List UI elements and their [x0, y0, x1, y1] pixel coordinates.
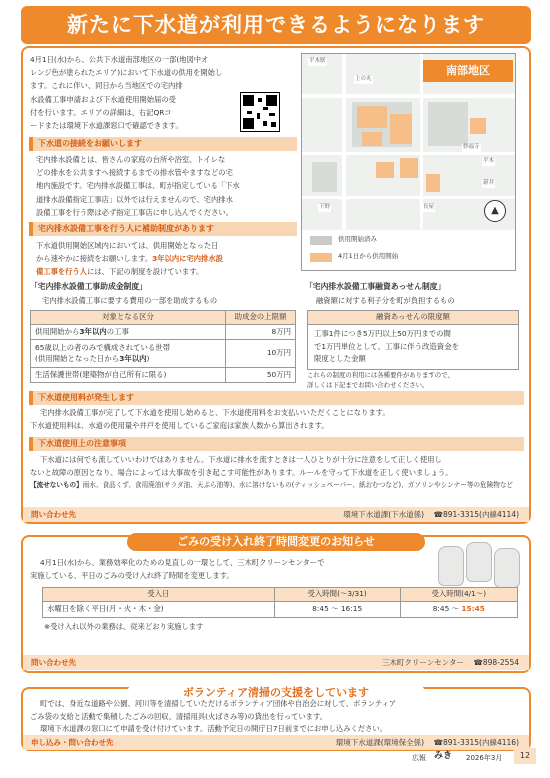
footer-date: 2026年3月 — [466, 754, 503, 762]
section-body-connect: 宅内排水設備とは、皆さんの家庭の台所や浴室、トイレな どの排水を公共ますへ接続するまでの排水管やますなどの宅 地内施設です。宅内排水設備工事は、町が指定している「下水 道排水設備指定工事店」以外では行えませんので、宅内排水 設備工事を行う際は必ず指定工事店に申し込んでください。 — [36, 155, 240, 217]
subsidy-table: 対象となる区分 助成金の上限額 供用開始から3年以内の工事 8万円 65歳以上の者のみで構成されている世帯 (供用開始となった日から3年以内) 10万円 生活保護世帯(建築物が自己所有に限る) 50万円 — [30, 310, 296, 383]
inquiry-garbage: 問い合わせ先 三木町クリーンセンター ☎898-2554 — [23, 655, 529, 670]
garbage-bag-icon — [494, 548, 520, 588]
loan-table: 融資あっせんの限度額 工事1件につき5万円以上50万円までの間 で1万円単位として、工事に伴う改造資金を 限度とした金額 — [307, 310, 519, 370]
section-body-fee: 宅内排水設備工事が完了して下水道を使用し始めると、下水道使用料をお支払いいただくことになります。 下水道使用料は、水道の使用量や井戸を使用しているご家庭は家族人数から算出されます。 — [30, 408, 390, 431]
loan-desc: 融資額に対する利子分を町が負担するもの — [316, 296, 455, 305]
loan-title: 「宅内排水設備工事融資あっせん制度」 — [305, 282, 446, 291]
section-body-subsidy: 下水道供用開始区域内においては、供用開始となった日 から速やかに接続をお願いします。3年以内に宅内排水設 備工事を行う人には、下記の制度を設けています。 — [36, 241, 223, 277]
legend-new: 4月1日から供用開始 — [338, 252, 399, 260]
garbage-title: ごみの受け入れ終了時間変更のお知らせ — [127, 533, 425, 551]
qr-code[interactable] — [240, 92, 280, 132]
section-body-caution: 下水道には何でも流していいわけではありません。下水道に排水を流すときは一人ひとりが十分に注意をして正しく使用し ないと故障の原因となり、場合によっては大事故を引き起こす可能性があります。ルールを守って下水道を正しく使いましょう。 【流せないもの】雨水、食品くず、食用廃油(サラダ油、天ぷら油等)、水に溶けないもの(ティッシュペーパー、紙おむつなど)、ガソリンやシンナー等の危険物など — [30, 455, 514, 490]
inquiry-sewer: 問い合わせ先 環境下水道課(下水道係) ☎891-3315(内線4114) — [23, 507, 529, 522]
north-arrow-icon: ▲ — [484, 200, 506, 222]
page-number: 12 — [514, 748, 536, 764]
section-heading-caution: 下水道使用上の注意事項 — [29, 437, 524, 451]
volunteer-body: 町では、身近な道路や公園、河川等を清掃していただけるボランティア団体や自治会に対して、ボランティア ごみ袋の支給と活動で集積したごみの回収、清掃用具(火ばさみ等)の貸出を行っています。 環境下水道課の窓口にて申請を受け付けています。活動予定日の開庁日7日前までにお申し込みください。 — [30, 699, 397, 733]
loan-note: これらの制度の利用には各種要件がありますので、 詳しくは下記までお問い合わせください。 — [307, 371, 454, 389]
legend-existing: 供用開始済み — [338, 235, 377, 243]
inquiry-volunteer: 申し込み・問い合わせ先 環境下水道課(環境保全係) ☎891-3315(内線4116) — [23, 735, 529, 750]
section-heading-subsidy: 宅内排水設備工事を行う人に補助制度があります — [29, 222, 297, 236]
district-badge: 南部地区 — [423, 60, 513, 82]
sewer-area-map: 平木駅 上の丸 妙福寺 平木 新井 長屋 下野 南部地区 ▲ 供用開始済み 4月1日から供用開始 — [301, 53, 516, 271]
garbage-bag-icon — [466, 542, 492, 582]
garbage-note: ※受け入れ以外の業務は、従来どおり実施します — [44, 622, 204, 631]
subsidy-desc: 宅内排水設備工事に要する費用の一部を助成するもの — [42, 296, 218, 305]
section-heading-connect: 下水道の接続をお願いします — [29, 137, 297, 151]
intro-text: 4月1日(水)から、公共下水道南部地区の一部(地図中オ レンジ色が塗られたエリア)において下水道の供用を開始し ます。これに伴い、同日から当地区での宅内排 水設備工事申請および下水道使用開始届の受 付を行います。エリアの詳細は、右記QRコ ードまたは環境下水道課窓口で確認できます。 — [30, 55, 223, 131]
footer-kouhou: 広報 — [412, 754, 426, 762]
garbage-bag-icon — [438, 546, 464, 586]
subsidy-title: 「宅内排水設備工事助成金制度」 — [30, 282, 147, 291]
section-heading-fee: 下水道使用料が発生します — [29, 391, 524, 405]
garbage-hours-table: 受入日 受入時間(～3/31) 受入時間(4/1～) 水曜日を除く平日(月・火・木・金) 8:45 ～ 16:15 8:45 ～ 15:45 — [42, 587, 518, 618]
footer-logo: みき — [434, 751, 453, 761]
volunteer-title: ボランティア清掃の支援をしています — [127, 684, 425, 702]
page-title: 新たに下水道が利用できるようになります — [21, 6, 531, 44]
garbage-body: 4月1日(水)から、業務効率化のための見直しの一環として、三木町クリーンセンターで 実施している、平日のごみの受け入れ終了時間を変更します。 — [30, 558, 325, 581]
